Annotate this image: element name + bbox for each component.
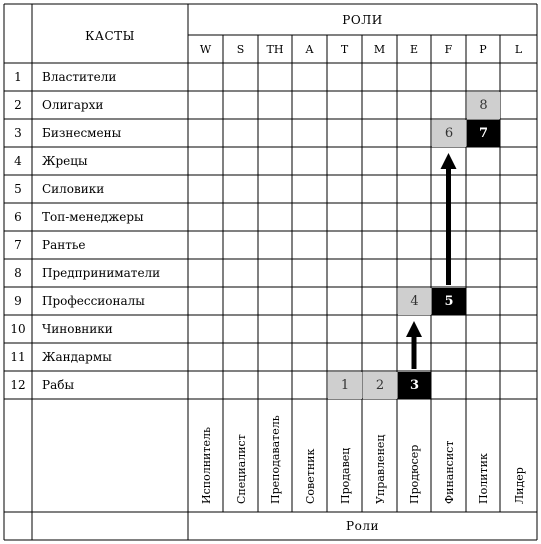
role-code-w: W xyxy=(199,43,212,56)
caste-number: 12 xyxy=(10,378,26,392)
role-name: Продюсер xyxy=(408,444,421,504)
step-marker-2: 2 xyxy=(363,372,397,399)
roles-header: РОЛИ xyxy=(342,13,383,27)
role-name: Советник xyxy=(303,448,317,504)
progress-arrow-2 xyxy=(441,153,457,285)
role-name: Политик xyxy=(477,453,490,504)
role-code-s: S xyxy=(236,43,245,56)
step-marker-1: 1 xyxy=(328,372,362,399)
caste-name: Бизнесмены xyxy=(42,126,122,140)
castes-header: КАСТЫ xyxy=(85,29,135,43)
caste-number: 8 xyxy=(14,266,22,280)
role-code-a: A xyxy=(305,43,314,56)
caste-name: Рабы xyxy=(42,378,75,392)
caste-name: Рантье xyxy=(42,238,86,252)
caste-number: 6 xyxy=(14,210,22,224)
caste-number: 5 xyxy=(14,182,22,196)
step-marker-6: 6 xyxy=(432,120,466,147)
caste-name: Профессионалы xyxy=(42,294,145,308)
step-marker-7: 7 xyxy=(467,120,500,147)
step-marker-8: 8 xyxy=(467,92,500,119)
role-code-t: T xyxy=(340,43,349,56)
role-code-th: TH xyxy=(266,43,284,56)
caste-name: Жрецы xyxy=(42,154,88,168)
caste-name: Чиновники xyxy=(42,322,113,336)
caste-number: 4 xyxy=(14,154,22,168)
step-marker-5: 5 xyxy=(432,288,466,315)
caste-name: Предприниматели xyxy=(42,266,161,280)
role-code-l: L xyxy=(514,43,523,56)
progress-arrow-1 xyxy=(406,321,422,369)
caste-number: 2 xyxy=(14,98,22,112)
role-name: Лидер xyxy=(512,467,526,504)
caste-number: 10 xyxy=(10,322,26,336)
caste-number: 1 xyxy=(14,70,22,84)
caste-number: 3 xyxy=(14,126,22,140)
caste-name: Силовики xyxy=(42,182,105,196)
role-code-p: P xyxy=(479,43,487,56)
role-name: Исполнитель xyxy=(199,427,213,504)
caste-number: 9 xyxy=(14,294,22,308)
caste-name: Олигархи xyxy=(42,98,104,112)
caste-name: Жандармы xyxy=(42,350,112,364)
role-name: Специалист xyxy=(234,434,248,504)
role-name: Финансист xyxy=(442,440,456,504)
roles-footer: Роли xyxy=(346,519,379,533)
caste-name: Топ-менеджеры xyxy=(42,210,144,224)
caste-name: Властители xyxy=(42,70,117,84)
role-name: Управленец xyxy=(373,434,387,504)
role-name: Продавец xyxy=(338,447,352,504)
step-marker-4: 4 xyxy=(398,288,431,315)
role-name: Преподаватель xyxy=(269,415,282,504)
role-code-e: E xyxy=(409,43,419,56)
role-code-m: M xyxy=(373,43,386,56)
caste-number: 7 xyxy=(14,238,22,252)
step-marker-3: 3 xyxy=(398,372,431,399)
caste-number: 11 xyxy=(10,350,26,364)
role-code-f: F xyxy=(444,43,453,56)
